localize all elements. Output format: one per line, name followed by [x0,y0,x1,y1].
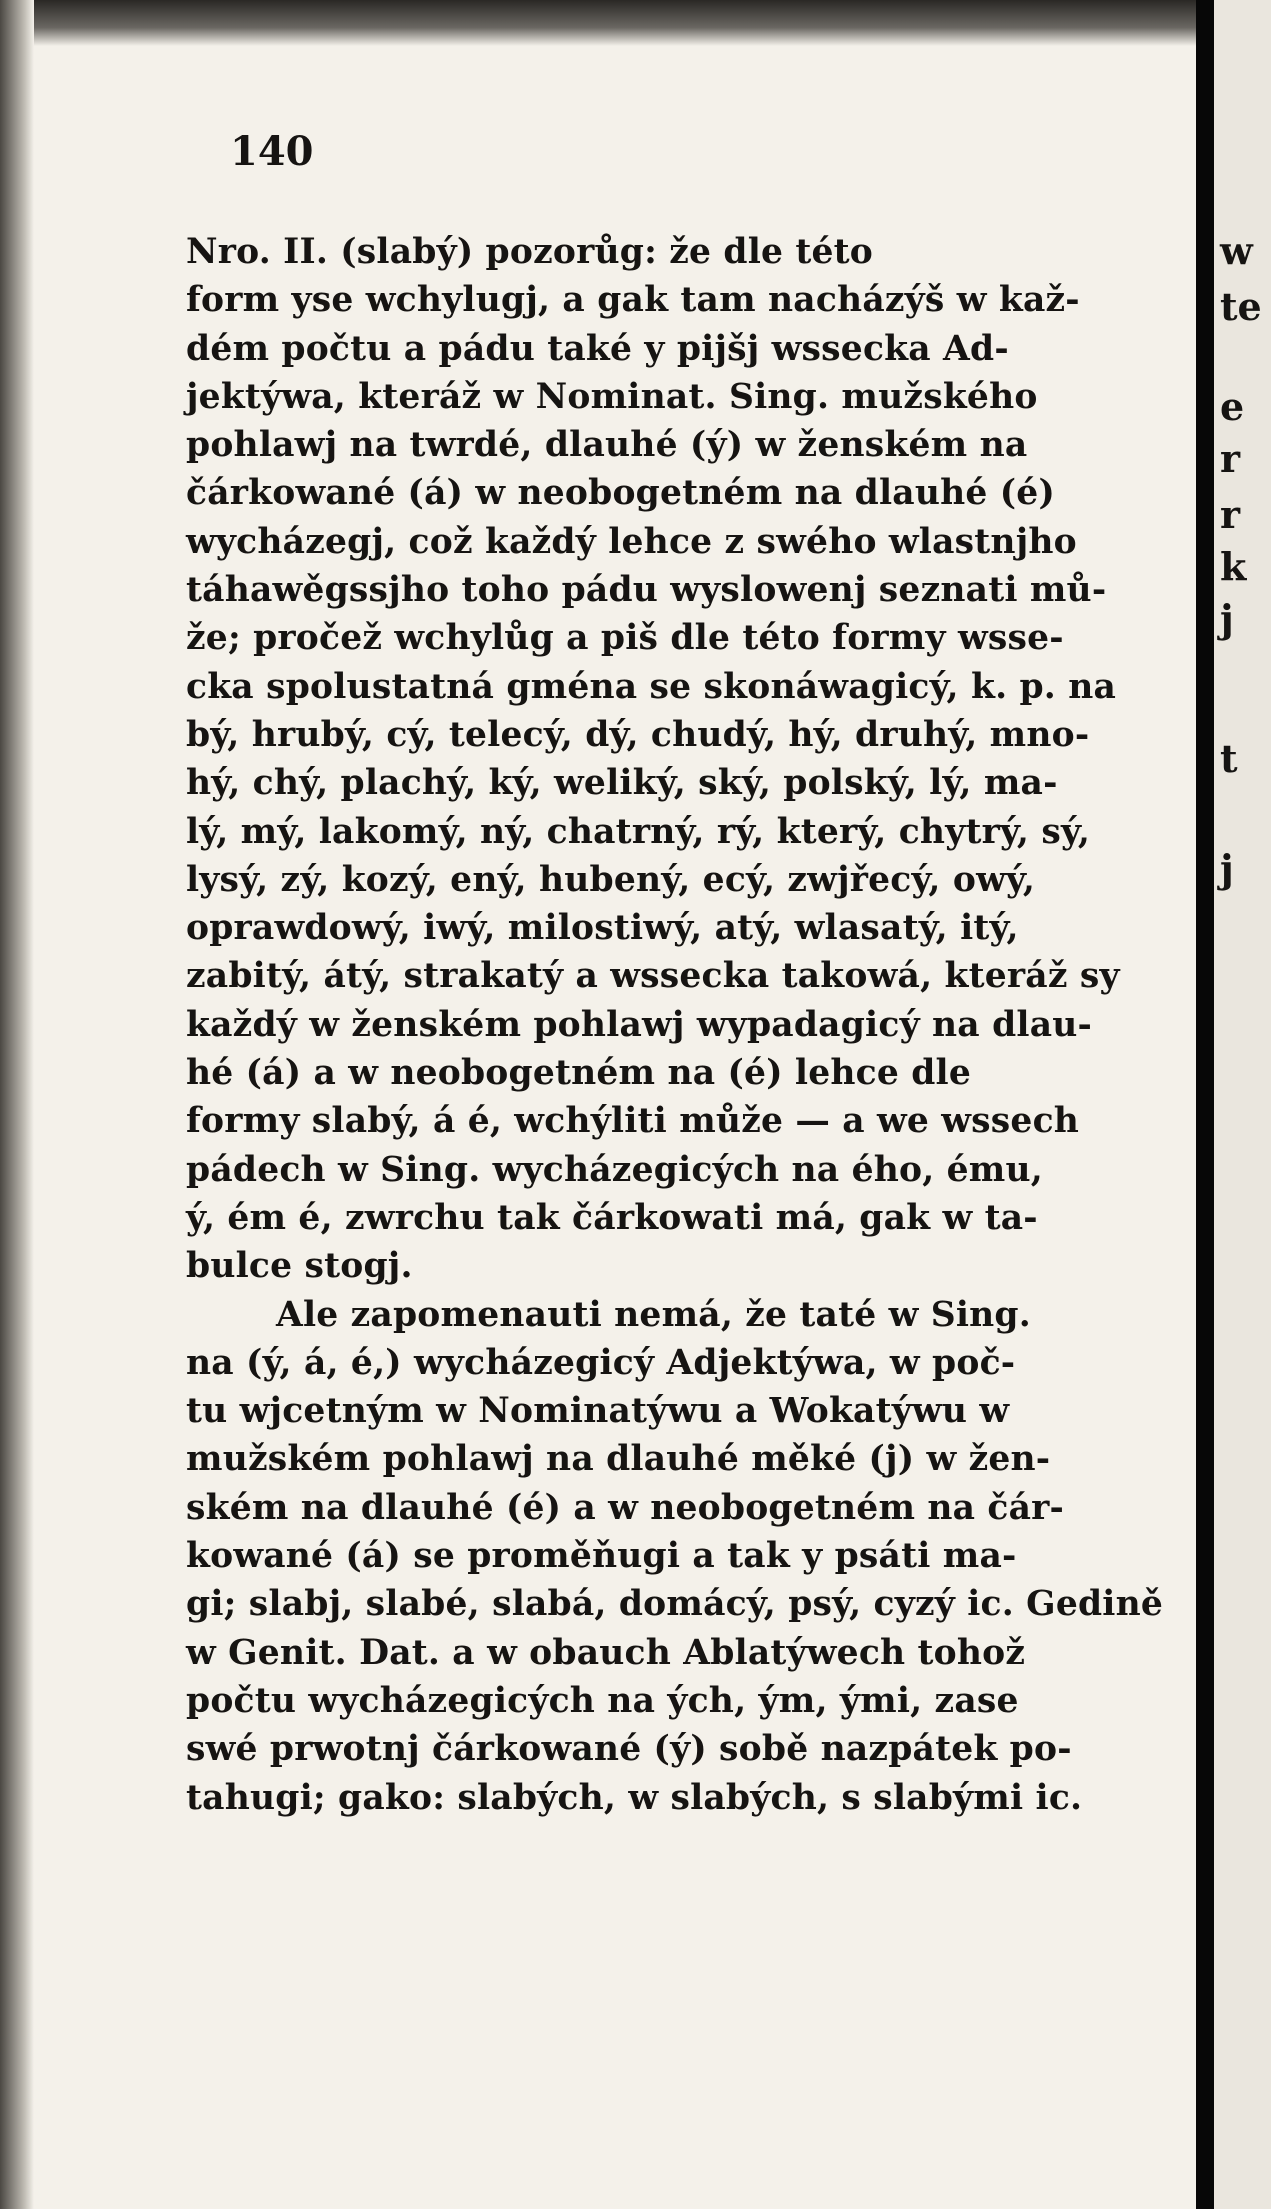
text-line: kowané (á) se proměňugi a tak y psáti ma- [186,1536,1017,1577]
text-line: na (ý, á, é,) wycházegicý Adjektýwa, w poč- [186,1342,1016,1383]
text-line: hý, chý, plachý, ký, weliký, ský, polský, lý, ma- [186,763,1058,804]
text-line: cka spolustatná gména se skonáwagicý, k. p. na [186,666,1117,707]
text-line: čárkowané (á) w neobogetném na dlauhé (é) [186,473,1055,514]
adjacent-page-fragment: w [1220,228,1253,273]
text-line: ý, ém é, zwrchu tak čárkowati má, gak w ta- [186,1197,1038,1238]
text-line: oprawdowý, iwý, milostiwý, atý, wlasatý, itý, [186,908,1019,949]
text-line: formy slabý, á é, wchýliti může — a we wssech [186,1101,1080,1142]
adjacent-page-fragment: j [1220,596,1234,641]
adjacent-page-fragment: r [1220,436,1241,481]
text-line: Nro. II. (slabý) pozorůg: že dle této [186,232,873,272]
text-line: mužském pohlawj na dlauhé měké (j) w žen- [186,1439,1051,1480]
text-line: gi; slabj, slabé, slabá, domácý, psý, cyzý ic. Gedině [186,1584,1164,1625]
text-line: ském na dlauhé (é) a w neobogetném na čár- [186,1487,1065,1528]
text-line: táhawěgssjho toho pádu wyslowenj seznati mů- [186,570,1107,611]
text-line: Ale zapomenauti nemá, že taté w Sing. [276,1294,1031,1335]
page-left-shadow [0,0,34,2209]
text-line: pohlawj na twrdé, dlauhé (ý) w ženském na [186,425,1028,466]
text-line: lý, mý, lakomý, ný, chatrný, rý, který, chytrý, sý, [186,811,1091,852]
text-line: že; pročež wchylůg a piš dle této formy wsse- [186,618,1064,659]
adjacent-page-fragment: e [1220,384,1245,429]
text-line: dém počtu a pádu také y pijšj wssecka Ad- [186,328,1009,369]
text-line: tu wjcetným w Nominatýwu a Wokatýwu w [186,1391,1010,1432]
adjacent-page-fragment: te [1220,284,1262,329]
page-top-shadow [0,0,1271,46]
text-line: bý, hrubý, cý, telecý, dý, chudý, hý, druhý, mno- [186,714,1090,755]
adjacent-page-fragment: r [1220,492,1241,537]
book-gutter [1196,0,1214,2209]
text-line: wycházegj, což každý lehce z swého wlastnjho [186,521,1077,562]
text-line: bulce stogj. [186,1246,413,1287]
text-line: jektýwa, kteráž w Nominat. Sing. mužského [186,376,1038,417]
adjacent-page-fragment: j [1220,846,1234,891]
text-line: form yse wchylugj, a gak tam nacházýš w kaž- [186,280,1080,321]
text-line: lysý, zý, kozý, ený, hubený, ecý, zwjřecý, owý, [186,859,1036,900]
text-line: každý w ženském pohlawj wypadagicý na dlau- [186,1004,1093,1045]
text-line: swé prwotnj čárkowané (ý) sobě nazpátek po- [186,1729,1072,1770]
text-line: hé (á) a w neobogetném na (é) lehce dle [186,1053,972,1094]
text-line: w Genit. Dat. a w obauch Ablatýwech tohož [186,1632,1026,1673]
adjacent-page-edge [1214,0,1271,2209]
page-number: 140 [230,128,314,175]
text-line: počtu wycházegicých na ých, ým, ými, zase [186,1680,1019,1721]
adjacent-page-fragment: k [1220,544,1247,589]
text-line: tahugi; gako: slabých, w slabých, s slabými ic. [186,1777,1083,1818]
body-text [186,228,1166,1822]
text-line: pádech w Sing. wycházegicých na ého, ému, [186,1149,1043,1190]
text-line: zabitý, átý, strakatý a wssecka takowá, kteráž sy [186,956,1120,997]
adjacent-page-fragment: t [1220,736,1238,781]
